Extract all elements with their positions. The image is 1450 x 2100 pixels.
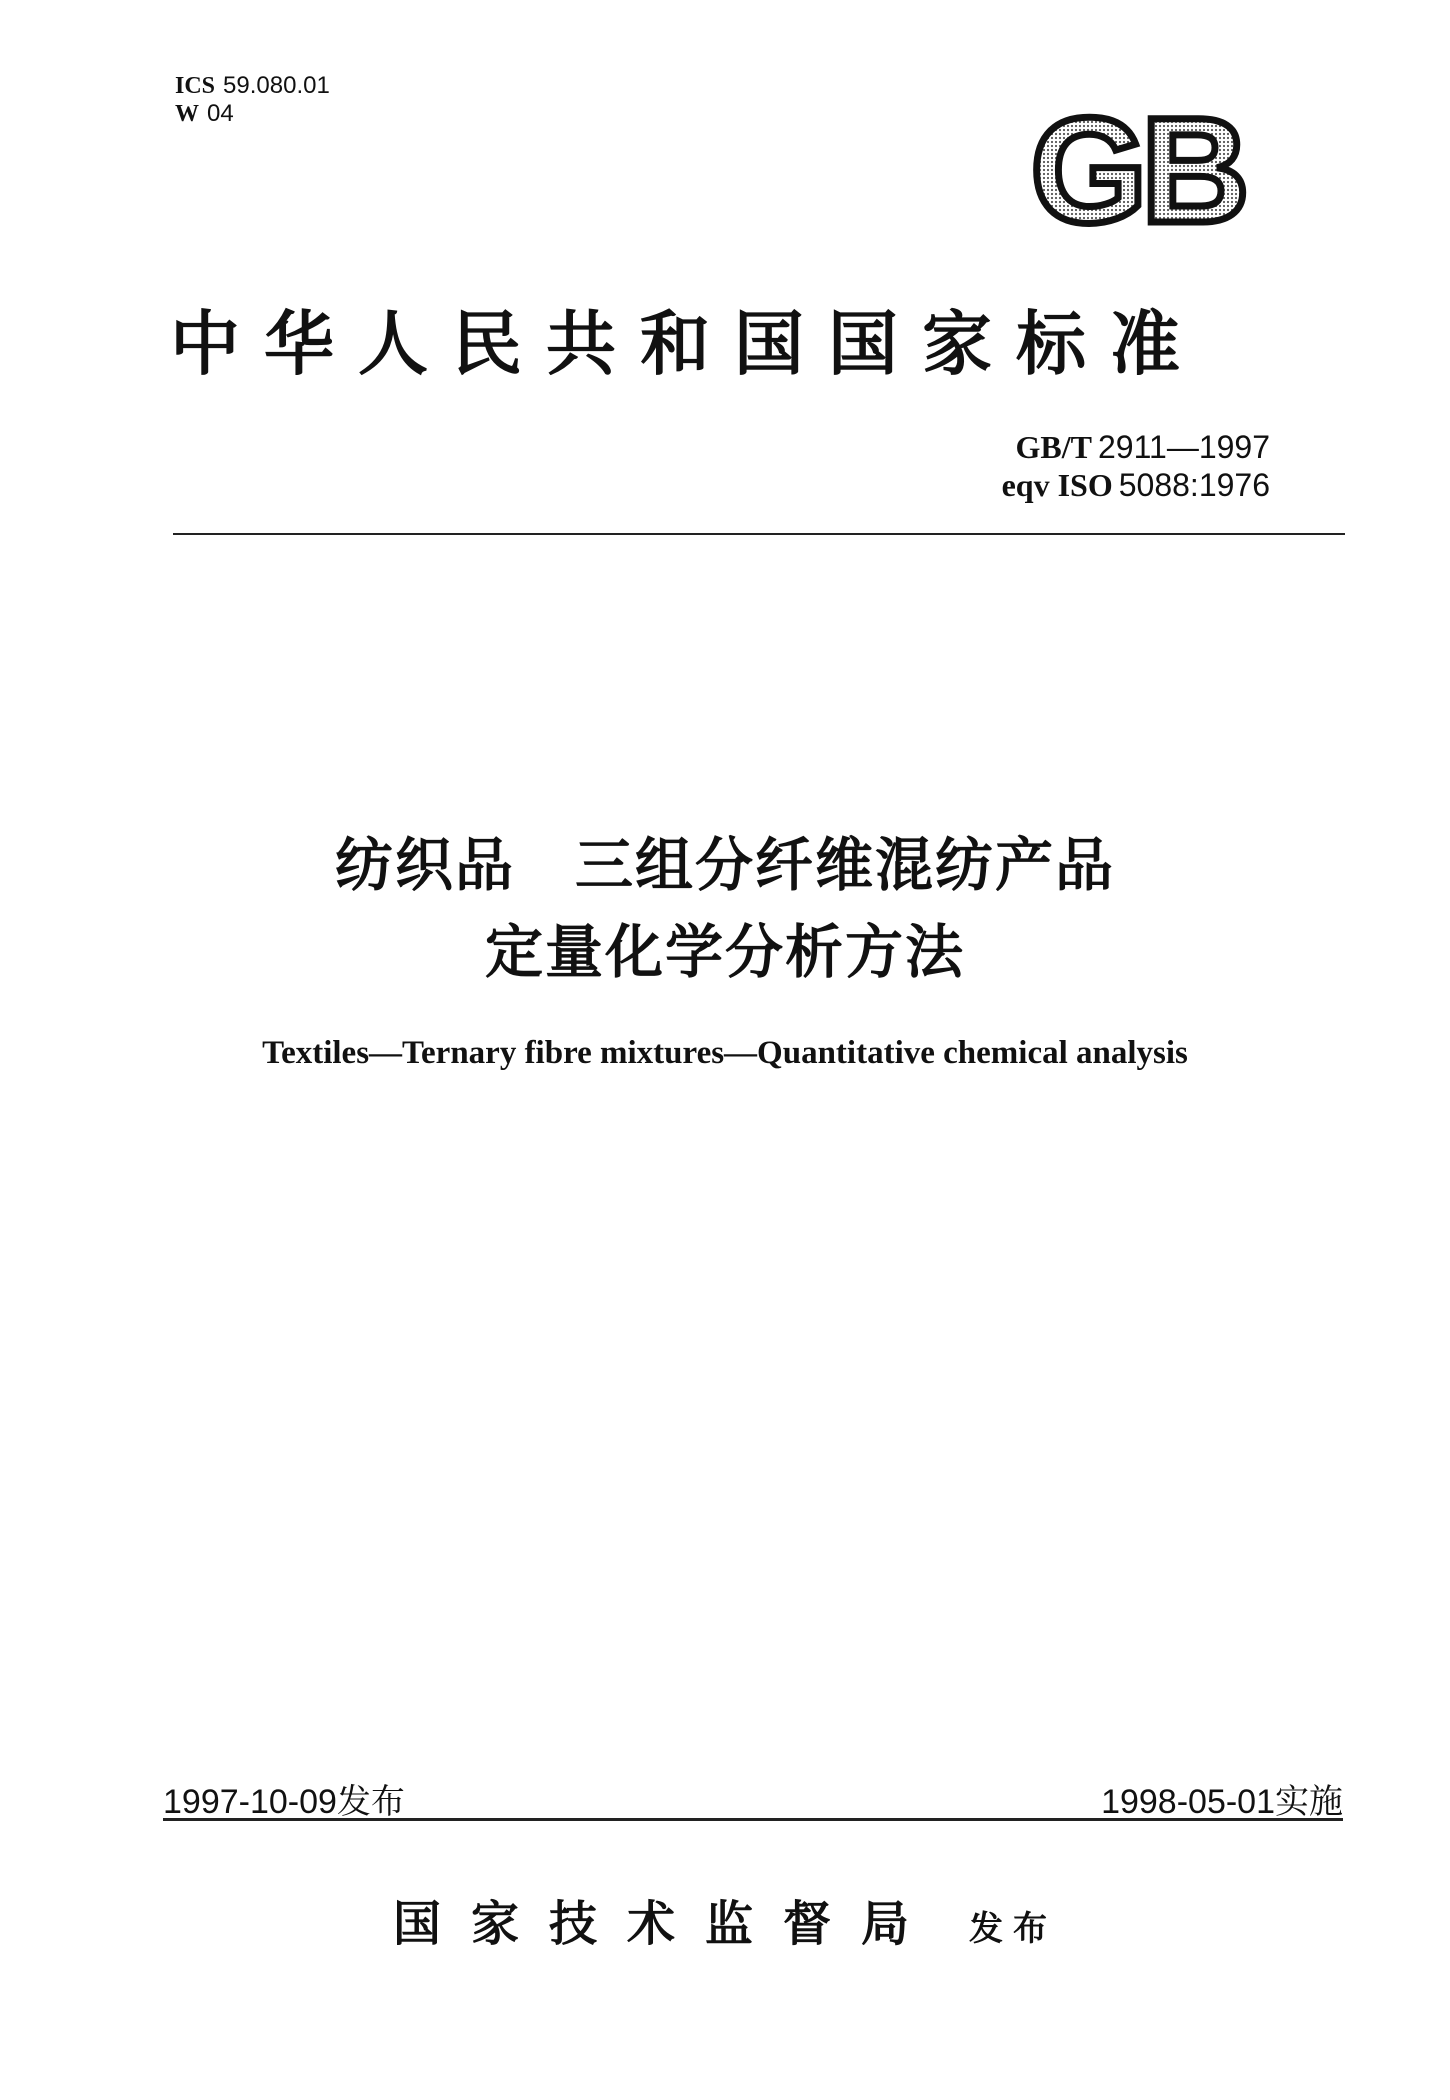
standard-number-value: 2911—1997 bbox=[1098, 429, 1270, 465]
english-title: Textiles—Ternary fibre mixtures—Quantitative chemical analysis bbox=[262, 1035, 1188, 1071]
standard-number-block bbox=[1002, 428, 1270, 504]
issue-date: 1997-10-09发布 bbox=[163, 1783, 405, 1821]
standard-number-label: GB/T bbox=[1015, 429, 1092, 465]
ics-line bbox=[175, 72, 330, 100]
w-value: 04 bbox=[207, 100, 234, 127]
gb-logo-text: GB bbox=[1030, 100, 1244, 240]
gb-logo bbox=[1010, 100, 1265, 240]
w-line bbox=[175, 100, 330, 128]
chinese-title-line-1: 纺织品 三组分纤维混纺产品 bbox=[334, 831, 1115, 899]
standard-number bbox=[1002, 428, 1270, 466]
classification-codes bbox=[175, 72, 330, 128]
footer-divider bbox=[163, 1818, 1343, 1821]
equivalent-value: 5088:1976 bbox=[1118, 467, 1270, 503]
equivalent-label: eqv ISO bbox=[1001, 467, 1113, 503]
issuing-organization: 国家技术监督局 bbox=[392, 1896, 939, 1952]
issuer-line bbox=[0, 1885, 1450, 1954]
ics-label: ICS bbox=[175, 73, 216, 99]
publish-label: 发布 bbox=[969, 1909, 1057, 1949]
chinese-title-line-2: 定量化学分析方法 bbox=[484, 918, 965, 986]
header-divider bbox=[173, 533, 1345, 535]
equivalent-standard bbox=[1002, 466, 1270, 504]
w-label: W bbox=[175, 101, 199, 127]
effective-date: 1998-05-01实施 bbox=[1101, 1783, 1343, 1821]
national-standard-title: 中华人民共和国国家标准 bbox=[170, 302, 1204, 385]
ics-value: 59.080.01 bbox=[223, 72, 330, 99]
